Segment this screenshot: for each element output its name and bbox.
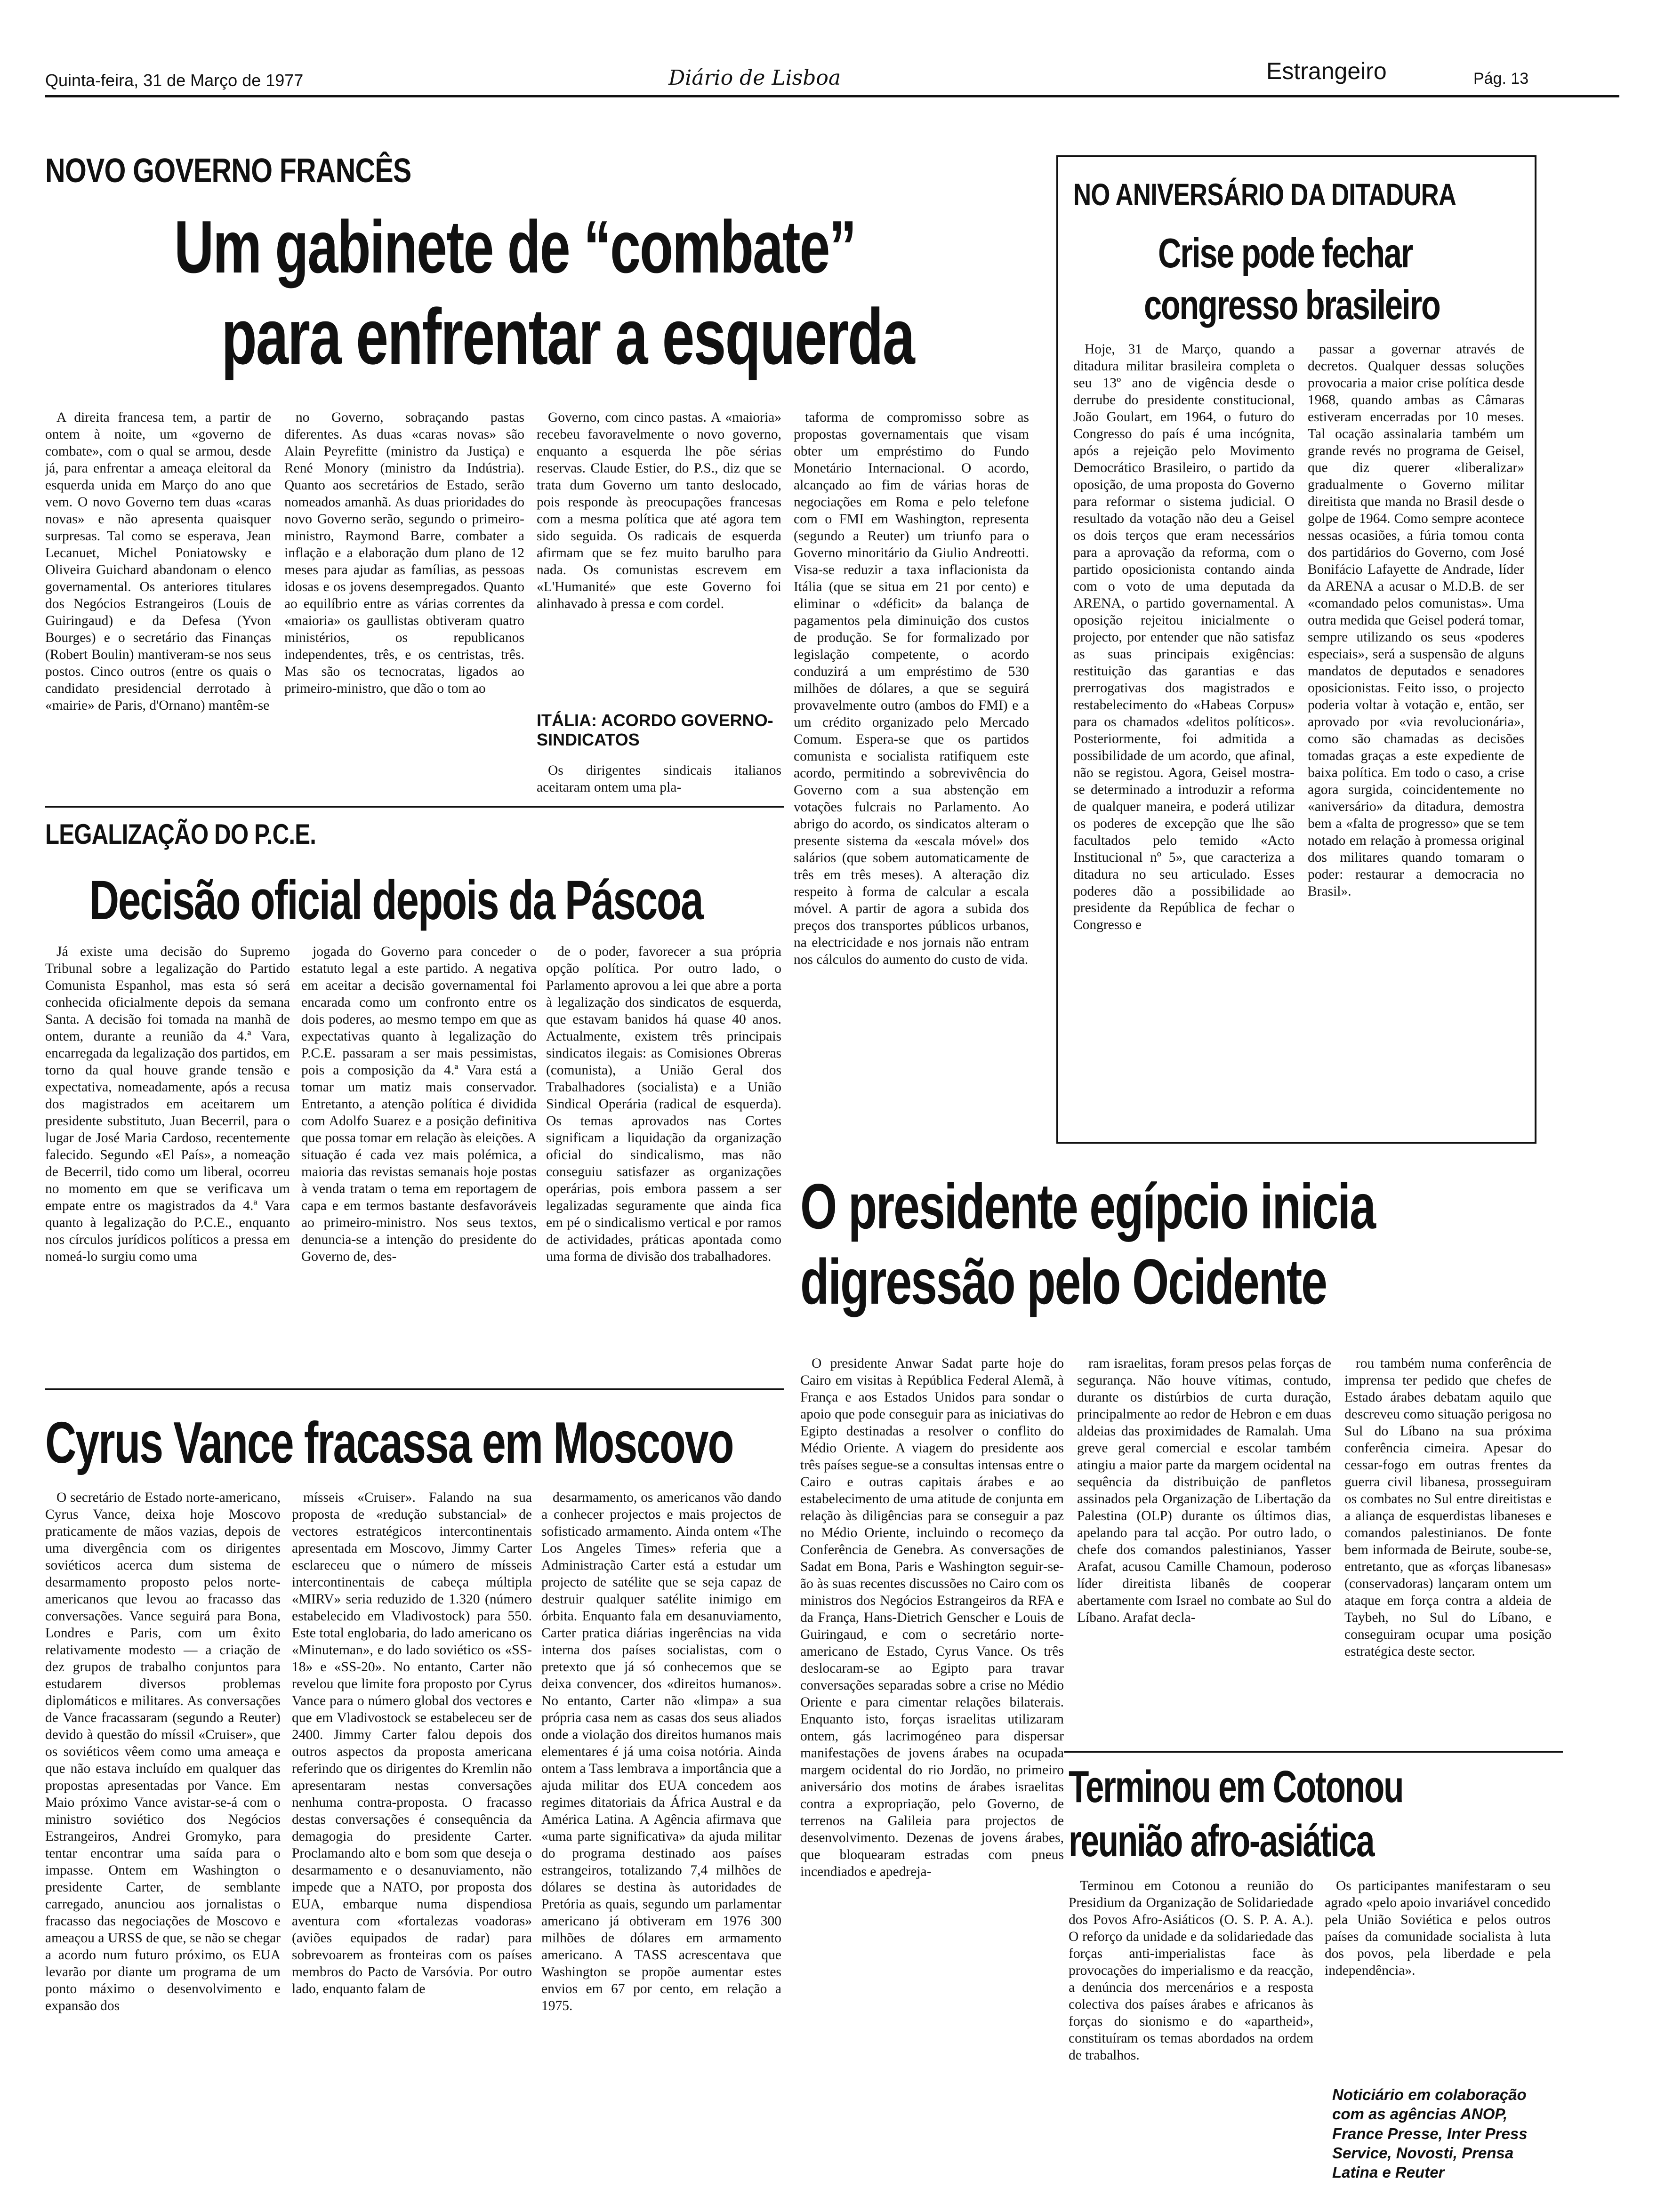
italy-column-main: taforma de compromisso sobre as propostas governamentais que visam obter um empréstimo do Fundo Monetário Internacional. O acordo, alcançado ao fim de várias horas de negociações em Roma e pelo telefone com o FMI em Washington, representa (segundo a Reuter) um triunfo para o Governo minoritário da Giulio Andreotti. Visa-se reduzir a taxa inflacionista da Itália (que se situa em 21 por cento) e eliminar o «déficit» da balança de pagamentos pela diminuição dos custos de produção. Se for formalizado por legislação competente, o acordo conduzirá a um empréstimo de 530 milhões de dólares, a que se seguirá provavelmente outro (ambos do FMI) e a um crédito organizado pelo Mercado Comum. Espera-se que os partidos comunista e socialista ratifiquem este acordo, permitindo a sobrevivência do Governo com a sua abstenção em votações fulcrais no Parlamento. Ao abrigo do acordo, os sindicatos alteram o presente sistema da «escala móvel» dos salários (que sobem automaticamente de três em três meses). A alteração diz respeito à forma de calcular a escala móvel. A partir de agora a subida dos preços dos transportes públicos urbanos, na electricidade e nos jornais não entram nos cálculos do aumento do custo de vida. — [794, 410, 1029, 967]
spain-column-3: de o poder, favorecer a sua própria opção política. Por outro lado, o Parlamento aprovou a lei que abre a porta à legalização dos sindicatos de esquerda, que estavam banidos há quase 40 anos. Actualmente, existem três principais sindicatos ilegais: as Comisiones Obreras (comunista), a União Geral dos Trabalhadores (socialista) e a União Sindical Operária (radical de esquerda). Os temas aprovados nas Cortes significam a liquidação da organização oficial do sindicalismo, mas não conseguiu satisfazer as organizações operárias, pois embora passem a ser legalizadas seguramente que ainda fica em pé o sindicalismo vertical e por ramos de actividades, práticas apontada como uma forma de divisão dos trabalhadores. — [546, 944, 781, 1264]
spain-headline: Decisão oficial depois da Páscoa — [89, 869, 703, 931]
vance-headline: Cyrus Vance fracassa em Moscovo — [45, 1411, 733, 1475]
france-column-3: Governo, com cinco pastas. A «maioria» recebeu favoravelmente o novo governo, enquanto a esquerda lhe põe sérias reservas. Claude Estier, do P.S., diz que se trata dum Governo um tanto deslocado, pois responde às preocupações francesas com a mesma política que até agora tem sido seguida. Os radicais de esquerda afirmam que se fez muito barulho para nada. Os comunistas escrevem em «L'Humanité» que este Governo foi alinhavado à pressa e com cordel. — [537, 410, 781, 611]
france-kicker: NOVO GOVERNO FRANCÊS — [45, 152, 411, 190]
italy-subheading: ITÁLIA: ACORDO GOVERNO-SINDICATOS — [537, 711, 773, 750]
egypt-column-1: O presidente Anwar Sadat parte hoje do Cairo em visitas à República Federal Alemã, à França e aos Estados Unidos para sondar o apoio que pode conseguir para as iniciativas do Egipto destinadas a resolver o conflito do Médio Oriente. A viagem do presidente aos três países segue-se a consultas intensas entre o Cairo e outras capitais árabes e ao estabelecimento de uma atitude de conjunta em relação às diligências para se conseguir a paz no Médio Oriente, incluindo o recomeço da Conferência de Genebra. As conversações de Sadat em Bona, Paris e Washington seguir-se-ão às suas recentes discussões no Cairo com os ministros dos Negócios Estrangeiros da RFA e da França, Hans-Dietrich Genscher e Louis de Guiringaud, e com o secretário norte-americano de Estado, Cyrus Vance. Os três deslocaram-se ao Egipto para travar conversações separadas sobre a crise no Médio Oriente e para cimentar relações bilaterais. Enquanto isto, forças israelitas utilizaram ontem, gás lacrimogéneo para dispersar manifestações de jovens árabes na ocupada margem ocidental do rio Jordão, no primeiro aniversário dos motins de árabes israelitas contra a expropriação, pelo Governo, de terrenos na Galileia para projectos de desenvolvimento. Dezenas de jovens árabes, que bloquearam estradas com pneus incendiados e apedreja- — [800, 1356, 1064, 1879]
masthead-rule — [45, 95, 1619, 97]
france-headline-line2: para enfrentar a esquerda — [221, 292, 914, 381]
egypt-column-2: ram israelitas, foram presos pelas forças de segurança. Não houve vítimas, contudo, durante os distúrbios de curta duração, principalmente ao redor de Hebron e em duas aldeias das proximidades de Ramalah. Uma greve geral comercial e escolar também atingiu a maior parte da margem ocidental na sequência da distribuição de panfletos assinados pela Organização de Libertação da Palestina (OLP) durante os últimos dias, apelando para tal acção. Por outro lado, o chefe dos comandos palestinianos, Yasser Arafat, acusou Camille Chamoun, poderoso líder direitista libanês de cooperar abertamente com Israel no combate ao Sul do Líbano. Arafat decla- — [1077, 1356, 1331, 1625]
cotonou-headline-line1: Terminou em Cotonou — [1069, 1762, 1403, 1812]
france-column-1: A direita francesa tem, a partir de ontem à noite, um «governo de combate», com o qual se armou, desde já, para enfrentar a ameaça eleitoral da esquerda unida em Março do ano que vem. O novo Governo tem duas «caras novas» e não apresenta quaisquer surpresas. Tal como se esperava, Jean Lecanuet, Michel Poniatowsky e Oliveira Guichard abandonam o elenco governamental. Os anteriores titulares dos Negócios Estrangeiros (Louis de Guiringaud) e da Defesa (Yvon Bourges) e o secretário das Finanças (Robert Boulin) mantiveram-se nos seus postos. Cinco outros (entre os quais o candidato presidencial derrotado à «mairie» de Paris, d'Ornano) mantêm-se — [45, 410, 271, 713]
vance-column-2: mísseis «Cruiser». Falando na sua proposta de «redução substancial» de vectores estratégicos intercontinentais apresentada em Moscovo, Jimmy Carter esclareceu que o número de mísseis intercontinentais de cabeça múltipla «MIRV» seria reduzido de 1.320 (número estabelecido em Vladivostock) para 550. Este total englobaria, do lado americano os «Minuteman», e do lado soviético os «SS-18» e «SS-20». No entanto, Carter não revelou que limite fora proposto por Cyrus Vance para o número global dos vectores e que em Vladivostock se estabeleceu ser de 2400. Jimmy Carter falou depois dos outros aspectos da proposta americana referindo que os dirigentes do Kremlin não apresentaram nestas conversações nenhuma contra-proposta. O fracasso destas conversações é consequência da demagogia do presidente Carter. Proclamando alto e bom som que deseja o desarmamento e o desanuviamento, não impede que a NATO, por proposta dos EUA, embarque numa dispendiosa aventura com «fortalezas voadoras» (aviões equipados de radar) para sobrevoarem as fronteiras com os países membros do Pacto de Varsóvia. Por outro lado, enquanto falam de — [292, 1490, 532, 1996]
egypt-headline-line1: O presidente egípcio inicia — [800, 1170, 1375, 1242]
spain-column-2: jogada do Governo para conceder o estatuto legal a este partido. A negativa em aceitar a decisão governamental foi encarada como um confronto entre os dois poderes, ao mesmo tempo em que as expectativas quanto à legalização do P.C.E. passaram a ser mais pessimistas, pois a composição da 4.ª Vara está a tomar um matiz mais conservador. Entretanto, a atenção política é dividida com Adolfo Suarez e a posição definitiva que possa tomar em relação às eleições. A situação é cada vez mais polémica, a maioria das revistas semanais hoje postas à venda tratam o tema em reportagem de capa e em termos bastante desfavoráveis ao primeiro-ministro. Nos seus textos, denuncia-se a intenção do presidente do Governo de, des- — [301, 944, 537, 1264]
vance-column-1: O secretário de Estado norte-americano, Cyrus Vance, deixa hoje Moscovo praticamente de mãos vazias, depois de uma divergência com os dirigentes soviéticos acerca dum sistema de desarmamento proposto pelos norte-americanos que levou ao fracasso das conversações. Vance seguirá para Bona, Londres e Paris, com um êxito relativamente modesto — a criação de dez grupos de trabalho conjuntos para estudarem diversos problemas diplomáticos e militares. As conversações de Vance fracassaram (segundo a Reuter) devido à questão do míssil «Cruiser», que os soviéticos vêem como uma ameaça e que não estava incluído em qualquer das propostas apresentadas por Vance. Em Maio próximo Vance avistar-se-á com o ministro soviético dos Negócios Estrangeiros, Andrei Gromyko, para tentar encontrar uma saída para o impasse. Ontem em Washington o presidente Carter, de semblante carregado, anunciou aos jornalistas o fracasso das negociações de Moscovo e ameaçou a URSS de que, se não se chegar a acordo num futuro próximo, os EUA levarão por diante um programa de um ponto máximo o desenvolvimento e expansão dos — [45, 1490, 281, 2013]
spain-kicker: LEGALIZAÇÃO DO P.C.E. — [45, 818, 316, 850]
page-number: Pág. 13 — [1473, 70, 1529, 88]
newspaper-name: Diário de Lisboa — [668, 66, 841, 90]
brazil-column-2: passar a governar através de decretos. Qualquer dessas soluções provocaria a maior crise política desde 1968, quando ambas as Câmaras estiveram encerradas por 10 meses. Tal ocação assinalaria também um grande revés no programa de Geisel, que diz querer «liberalizar» gradualmente o Governo militar direitista que manda no Brasil desde o golpe de 1964. Como sempre acontece nessas ocasiões, a fúria tomou conta dos partidários do Governo, com José Bonifácio Lafayette de Andrade, líder da ARENA a acusar o M.D.B. de ser «comandado pelos comunistas». Uma outra medida que Geisel poderá tomar, sempre utilizando os seus «poderes especiais», será a suspensão de alguns mandatos de deputados e senadores oposicionistas. Feito isso, o projecto poderia voltar à votação e, então, ser aprovado por «via revolucionária», como são chamadas as decisões tomadas graças a este expediente de baixa política. Em todo o caso, a crise agora surgida, coincidentemente no «aniversário» da ditadura, demostra bem a «falta de progresso» que se tem notado em relação à promessa original dos militares quando tomaram o poder: restaurar a democracia no Brasil». — [1308, 342, 1524, 899]
egypt-column-3: rou também numa conferência de imprensa ter pedido que chefes de Estado árabes debatam aquilo que descreveu como situação perigosa no Sul do Líbano na sua próxima conferência cimeira. Apesar do cessar-fogo em outras frentes da guerra civil libanesa, prosseguiram os combates no Sul entre direitistas e a aliança de esquerdistas libaneses e comandos palestinianos. De fonte bem informada de Beirute, soube-se, entretanto, que as «forças libanesas» (conservadoras) lançaram ontem um ataque em força contra a aldeia de Taybeh, no Sul do Líbano, e conseguiram ocupar uma posição estratégica deste sector. — [1344, 1356, 1552, 1659]
cotonou-top-rule — [1064, 1751, 1563, 1753]
vance-top-rule — [45, 1388, 784, 1390]
vance-column-3: desarmamento, os americanos vão dando a conhecer projectos e mais projectos de sofisticado armamento. Ainda ontem «The Los Angeles Times» referia que a Administração Carter está a estudar um projecto de satélite que se seja capaz de destruir qualquer satélite inimigo em órbita. Enquanto fala em desanuviamento, Carter pratica diárias ingerências na vida interna dos países socialistas, com o pretexto que já só conhecemos que se deixa convencer, dos «direitos humanos». No entanto, Carter não «limpa» a sua própria casa nem as casas dos seus aliados onde a violação dos direitos humanos mais elementares é já uma coisa notória. Ainda ontem a Tass lembrava a importância que a ajuda militar dos EUA concedem aos regimes ditatoriais da África Austral e da América Latina. A Agência afirmava que «uma parte significativa» da ajuda militar do programa destinado aos países estrangeiros, totalizando 7,4 milhões de dólares se destina às autoridades de Pretória as quais, segundo um parlamentar americano já obtiveram em 1976 300 milhões de dólares em armamento americano. A TASS acrescentava que Washington se propõe aumentar estes envios em 67 por cento, em relação a 1975. — [541, 1490, 781, 2013]
brazil-kicker: NO ANIVERSÁRIO DA DITADURA — [1073, 177, 1456, 212]
italy-column-intro: Os dirigentes sindicais italianos aceitaram ontem uma pla- — [537, 763, 781, 795]
cotonou-column-1: Terminou em Cotonou a reunião do Presidium da Organização de Solidariedade dos Povos Afro-Asiáticos (O. S. P. A. A.). O reforço da unidade e da solidariedade das forças anti-imperialistas face às provocações do imperialismo e da reacção, a denúncia dos mercenários e a resposta colectiva dos países árabes e africanos às forças do sionismo e do «apartheid», constituíram os temas abordados na ordem de trabalhos. — [1069, 1878, 1313, 2063]
france-headline-line1: Um gabinete de “combate” — [174, 206, 856, 289]
section-name: Estrangeiro — [1266, 58, 1387, 84]
brazil-column-1: Hoje, 31 de Março, quando a ditadura militar brasileira completa o seu 13º ano de vigência desde o derrube do presidente constitucional, João Goulart, em 1964, o futuro do Congresso do país é uma incógnita, após a rejeição pelo Movimento Democrático Brasileiro, o partido da oposição, de uma proposta do Governo para reformar o sistema judicial. O resultado da votação não deu a Geisel os dois terços que eram necessários para a aprovação da reforma, com o partido oposicionista contando ainda com o voto de uma deputada da ARENA, o partido governamental. A oposição rejeitou inicialmente o projecto, por entender que não satisfaz as suas principais exigências: restituição das garantias e das prerrogativas dos magistrados e restabelecimento do «Habeas Corpus» para os chamados «delitos políticos». Posteriormente, foi admitida a possibilidade de um acordo, que afinal, não se registou. Agora, Geisel mostra-se determinado a introduzir a reforma de qualquer maneira, e poderá utilizar os poderes de excepção que lhe são facultados pelo temido «Acto Institucional nº 5», que caracteriza a ditadura no seu articulado. Esses poderes dão a possibilidade ao presidente da República de fechar o Congresso e — [1073, 342, 1295, 933]
issue-date: Quinta-feira, 31 de Março de 1977 — [45, 71, 304, 90]
brazil-headline-line1: Crise pode fechar — [1158, 230, 1413, 276]
agency-credit: Noticiário em colaboração com as agências ANOP, France Presse, Inter Press Service, Novosti, Prensa Latina e Reuter — [1332, 2086, 1528, 2181]
france-column-2: no Governo, sobraçando pastas diferentes. As duas «caras novas» são Alain Peyrefitte (ministro da Justiça) e René Monory (ministro da Indústria). Quanto aos secretários de Estado, serão nomeados amanhã. As duas prioridades do novo Governo serão, segundo o primeiro-ministro, Raymond Barre, combater a inflação e a elaboração dum plano de 12 meses para ajudar as famílias, as pessoas idosas e os jovens desempregados. Quanto ao equilíbrio entre as várias correntes da «maioria» os gaullistas obtiveram quatro ministérios, os republicanos independentes, três, e os centristas, três. Mas são os tecnocratas, ligados ao primeiro-ministro, que dão o tom ao — [284, 410, 524, 696]
spain-top-rule — [45, 806, 784, 808]
spain-column-1: Já existe uma decisão do Supremo Tribunal sobre a legalização do Partido Comunista Espanhol, mas esta só será conhecida oficialmente depois da semana Santa. A decisão foi tomada na manhã de ontem, durante a reunião da 4.ª Vara, encarregada da legalização dos partidos, em torno da qual houve grande tensão e expectativa, nomeadamente, após a recusa dos magistrados em aceitarem um presidente substituto, Juan Becerril, para o lugar de José Maria Cardoso, recentemente falecido. Segundo «El País», a nomeação de Becerril, tido como um liberal, ocorreu no momento em que se verificava um empate entre os magistrados da 4.ª Vara quanto à legalização do P.C.E., enquanto nos círculos jurídicos políticos a pressa em nomeá-lo surgiu como uma — [45, 944, 290, 1264]
cotonou-column-2: Os participantes manifestaram o seu agrado «pelo apoio invariável concedido pela União Soviética e pelos outros países da comunidade socialista à luta dos povos, pela liberdade e pela independência». — [1325, 1878, 1551, 1978]
egypt-headline-line2: digressão pelo Ocidente — [800, 1246, 1327, 1317]
cotonou-headline-line2: reunião afro-asiática — [1069, 1816, 1374, 1866]
brazil-headline-line2: congresso brasileiro — [1144, 281, 1440, 328]
